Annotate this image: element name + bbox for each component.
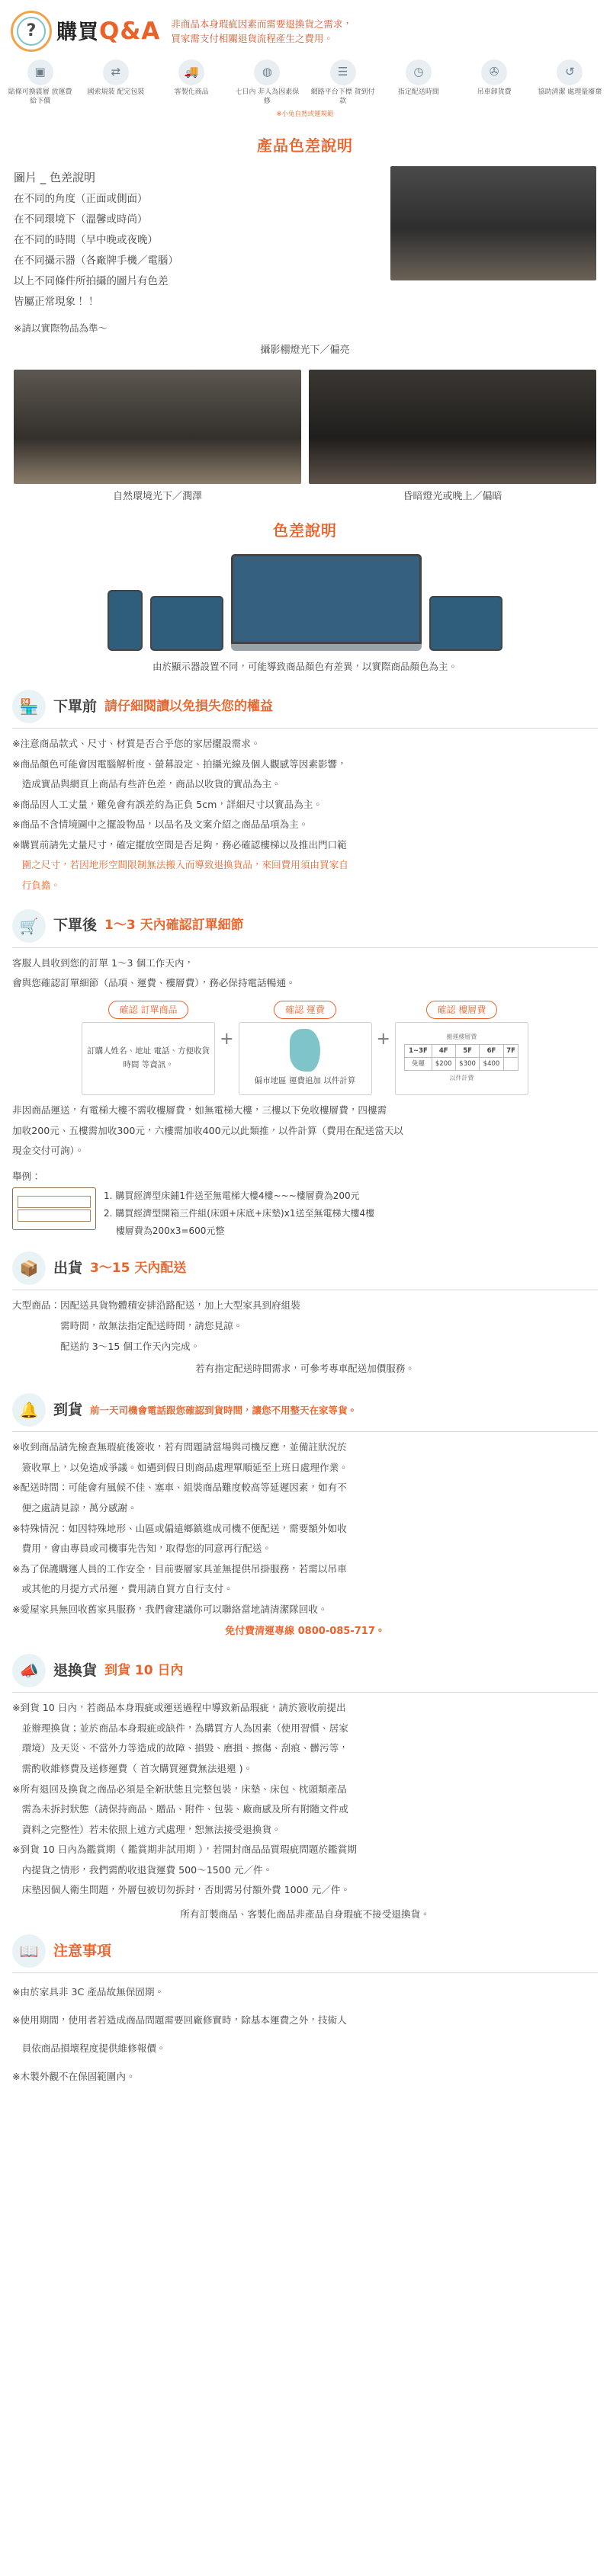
store-icon: 🏪 [12, 690, 46, 723]
after-order-line: 客服人員收到您的訂單 1～3 個工作天內， [12, 956, 194, 969]
returns-subtitle: 到貨 10 日內 [104, 1662, 184, 1678]
step-box-items: 訂購人姓名、地址 電話、方便收貨時間 等資訊。 [82, 1022, 215, 1095]
returns-header [12, 1654, 598, 1687]
policy-icon-caption: 國索規裝 配完包裝 [87, 88, 145, 96]
page-title-qa: Q&A [99, 17, 161, 45]
shipping-header [12, 1251, 598, 1285]
device-display-row [0, 551, 610, 651]
example-block [12, 1187, 598, 1239]
shipping-title: 出貨 [53, 1260, 83, 1277]
notes-line: ※由於家具非 3C 產品故無保固期。 [12, 1985, 165, 1998]
fee-table-caption: 搬運樓層費 [446, 1033, 477, 1040]
after-order-header [12, 909, 598, 943]
color-section2-title: 色差說明 [273, 521, 337, 540]
policy-icon-caption: 貼條可換震層 放運費給下價 [8, 88, 72, 106]
floor-fee-line: 非因商品運送，有電梯大樓不需收樓層費，如無電梯大樓，三樓以下免收樓層費，四樓需 [12, 1104, 387, 1117]
bell-icon: 🔔 [12, 1393, 46, 1427]
notes-header [12, 1934, 598, 1968]
book-icon: 📖 [12, 1934, 46, 1968]
arrival-line: 簽收單上，以免造成爭議。如遇到假日則商品處理單順延至上班日處理作業。 [12, 1461, 348, 1473]
policy-icon-caption: 吊車卸貨費 [477, 88, 512, 96]
fee-col-head: 5F [455, 1044, 479, 1057]
policy-icon-caption: 七日內 非人為因素保修 [235, 88, 300, 106]
fee-col-head: 1~3F [405, 1044, 432, 1057]
before-order-line: 造成實品與網頁上商品有些許色差，商品以收貨的實品為主。 [12, 778, 281, 790]
returns-line: ※到貨 10 日內，若商品本身瑕疵或運送過程中導致新品瑕疵，請於簽收前提出 [12, 1702, 346, 1714]
page-title [56, 11, 160, 52]
arrival-line: ※收到商品請先檢查無瑕疵後簽收，若有問題請當場與司機反應，並備註狀況於 [12, 1441, 347, 1453]
arrival-title: 到貨 [53, 1402, 83, 1419]
section-arrival [0, 1389, 610, 1649]
before-order-subtitle: 請仔細閱讀以免損失您的權益 [104, 698, 274, 714]
shipping-line: 需時間，故無法指定配送時間，請您見諒。 [12, 1320, 243, 1331]
step-pill-items [108, 1001, 189, 1019]
policy-icon-item [159, 59, 224, 106]
policy-icon-item [386, 59, 451, 106]
policy-icon-item [310, 59, 375, 106]
package-icon: 📦 [12, 1251, 46, 1285]
step-confirm-items [82, 1001, 215, 1095]
returns-body [12, 1699, 598, 1899]
color-description-line: 在不同環境下（溫馨或時尚） [14, 213, 148, 226]
step-pill-floorfee [426, 1001, 498, 1019]
photo-compare-row [0, 370, 610, 505]
after-order-body [12, 954, 598, 993]
arrival-line: ※配送時間：可能會有風候不佳、塞車、組裝商品難度較高等延遲因素，如有不 [12, 1482, 347, 1494]
example-title: 舉例： [12, 1170, 41, 1182]
color-description-line: 在不同的時間（早中晚或夜晚） [14, 233, 158, 246]
shipping-line: 配送約 3～15 個工作天內完成。 [12, 1340, 201, 1352]
floor-fee-paragraph [12, 1101, 598, 1161]
laptop-device-icon [231, 554, 422, 651]
step-pill-line2: 樓層費 [458, 1004, 486, 1015]
color-description-lead: 圖片 _ 色差說明 [14, 170, 96, 184]
returns-footer-note: 所有訂製商品、客製化商品非產品自身瑕疵不接受退換貨。 [180, 1908, 430, 1920]
cleanup-hotline[interactable]: 免付費清運專線 0800-085-717。 [225, 1626, 385, 1638]
tablet-device-icon-2 [429, 596, 502, 651]
returns-line: 需酌收維修費及送修運費（ 首次購買運費無法退還 )。 [12, 1763, 253, 1774]
photo-caption-natural: 自然環境光下／潤澤 [112, 490, 202, 502]
shipping-line: 大型商品：因配送具貨物體積安排沿路配送，加上大型家具到府組裝 [12, 1299, 300, 1312]
policy-icon-row [0, 55, 610, 107]
page-title-main: 購買 [56, 20, 99, 44]
fee-col-head: 7F [503, 1044, 518, 1057]
clean-icon: ◍ [254, 59, 280, 85]
step-confirm-shipping [239, 1001, 372, 1095]
arrival-line: ※為了保護購運人員的工作安全，目前要層家具並無提供吊掛服務，若需以吊車 [12, 1562, 347, 1575]
phone-device-icon [108, 590, 143, 651]
policy-icon-item [83, 59, 148, 106]
step-confirm-floorfee [395, 1001, 528, 1095]
returns-line: ※到貨 10 日內為鑑賞期（ 鑑賞期非試用期 ），若開封商品品質瑕疵問題於鑑賞期 [12, 1844, 357, 1856]
header-subtitle [171, 17, 352, 46]
policy-icon-caption: 協助清潔 處理量廢棄 [538, 88, 602, 96]
before-order-header [12, 690, 598, 723]
section-before-order [0, 685, 610, 904]
flat-icon: ☰ [330, 59, 356, 85]
returns-line: 資料之完整性）若未依照上述方式處理，恕無法接受退換貨。 [12, 1823, 281, 1835]
time-icon: ◷ [406, 59, 432, 85]
color-description-note: ※請以實際物品為準～ [14, 322, 108, 334]
sofa-photo-natural [14, 370, 301, 484]
step-shipping-text: 偏市地區 運費追加 以件計算 [254, 1076, 356, 1086]
color-section-title: 產品色差說明 [257, 136, 353, 155]
plus-sign: + [376, 1030, 390, 1049]
before-order-title: 下單前 [53, 698, 98, 715]
after-order-subtitle: 1～3 天內確認訂單細節 [104, 918, 244, 934]
notes-body [12, 1983, 598, 2087]
before-order-line: ※商品因人工丈量，難免會有誤差約為正負 5cm，詳細尺寸以實品為主。 [12, 798, 323, 810]
floor-fee-line: 現金交付可詢）。 [12, 1145, 85, 1157]
cart-icon: 🛒 [12, 909, 46, 943]
step-pill-line2: 運費 [306, 1004, 325, 1015]
fee-col-head: 4F [432, 1044, 455, 1057]
step-pill-line1: 確認 [437, 1004, 456, 1015]
returns-line: 內提貨之情形，我們需酌收退貨運費 500～1500 元／件。 [12, 1863, 273, 1876]
policy-icon-caption: 指定配送時間 [397, 88, 439, 96]
tablet-device-icon [150, 596, 223, 651]
truck-icon: 🚚 [178, 59, 204, 85]
returns-title: 退換貨 [53, 1662, 98, 1680]
fee-table-footnote: 以件計費 [449, 1075, 474, 1082]
photo-cell-dim [309, 370, 596, 505]
step-box-floorfee [395, 1022, 528, 1095]
returns-line: 環境）及天災、不當外力等造成的故障、損毀、磨損、擦傷、刮痕、髒污等， [12, 1742, 348, 1754]
fee-cell [503, 1058, 518, 1071]
arrival-subtitle: 前一天司機會電話跟您確認到貨時間，讓您不用整天在家等貨。 [90, 1404, 358, 1416]
policy-icon-item [462, 59, 527, 106]
arrival-line: 或其他的月提方式吊運，費用請自買方自行支付。 [12, 1583, 233, 1595]
taiwan-map-icon [290, 1029, 320, 1072]
step-box-shipping [239, 1022, 372, 1095]
header-subtitle-line2: 買家需支付相關退貨流程產生之費用。 [171, 33, 333, 44]
before-order-line: ※購買前請先丈量尺寸，確定擺放空間是否足夠，務必確認樓梯以及推出門口範 [12, 838, 347, 851]
box-icon: ▣ [27, 59, 53, 85]
table-row [405, 1058, 518, 1071]
returns-line: ※所有退回及換貨之商品必須是全新狀態且完整包裝，床墊、床包、枕頭類產品 [12, 1783, 347, 1795]
shipping-subtitle: 3～15 天內配送 [90, 1261, 187, 1276]
fee-cell: $300 [455, 1058, 479, 1071]
arrival-line: ※特殊情況：如因特殊地形、山區或偏遠鄉鎮進成司機不便配送，需要額外如收 [12, 1522, 347, 1534]
example-item: 2. 購買經濟型開箱三件組(床頭+床底+床墊)x1送至無電梯大樓4樓 [104, 1207, 375, 1219]
table-row [405, 1044, 518, 1057]
after-order-title: 下單後 [53, 917, 98, 934]
divider [12, 1692, 598, 1693]
arrival-line: ※愛屋家具無回收舊家具服務，我們會建議你可以聯絡當地請清潔隊回收。 [12, 1603, 328, 1615]
shipping-body [12, 1296, 598, 1356]
returns-line: 需為未拆封狀態（請保持商品、贈品、附件、包裝、廠商感及所有附隨文件或 [12, 1803, 348, 1815]
color-description-line: 皆屬正常現象！！ [14, 295, 96, 308]
step-pill-line1: 確認 [119, 1004, 138, 1015]
before-order-line: ※商品不含情境圖中之擺設物品，以品名及文案介紹之商品品項為主。 [12, 819, 309, 831]
swap-icon: ⇄ [103, 59, 129, 85]
step-pill-line2: 訂單商品 [140, 1004, 178, 1015]
divider [12, 1972, 598, 1973]
sofa-photo-dim [309, 370, 596, 484]
policy-icon-item [538, 59, 602, 106]
step-pill-line1: 確認 [285, 1004, 304, 1015]
arrival-header [12, 1393, 598, 1427]
arrival-body [12, 1438, 598, 1619]
floor-fee-line: 加收200元、五樓需加收300元，六樓需加收400元以此類推，以件計算（費用在配送當天以 [12, 1124, 403, 1136]
arrival-line: 便之處請見諒，萬分感謝。 [12, 1501, 137, 1514]
bed-illustration [12, 1187, 96, 1230]
color-section2-note: 由於顯示器設置不同，可能導致商品顏色有差異，以實際商品顏色為主。 [152, 660, 458, 672]
notes-line: ※木製外觀不在保固範圍內。 [12, 2071, 136, 2083]
returns-line: 並辦理換貨；並於商品本身瑕疵或缺件，為購買方人為因素（使用習慣、居家 [12, 1722, 348, 1734]
plus-sign: + [220, 1030, 234, 1049]
fee-col-head: 6F [480, 1044, 503, 1057]
section-returns [0, 1649, 610, 1930]
notes-line: 員依商品損壞程度提供維修報價。 [12, 2043, 166, 2055]
example-item: 樓層費為200x3=600元整 [104, 1225, 225, 1236]
divider [12, 947, 598, 948]
fee-row-label: 免運 [405, 1058, 432, 1071]
megaphone-icon: 📣 [12, 1654, 46, 1687]
color-description-block [0, 166, 610, 338]
color-description-line: 在不同的角度（正面或側面） [14, 192, 148, 205]
notes-title: 注意事項 [53, 1943, 112, 1960]
color-description-text [14, 166, 380, 338]
before-order-body [12, 735, 598, 895]
policy-icon-note: ※小兔自然或運規範 [276, 111, 334, 119]
order-steps-diagram [12, 1001, 598, 1095]
policy-icon-item [8, 59, 72, 106]
policy-icon-caption: 網路平台下標 貨到付款 [310, 88, 375, 106]
floor-fee-table [404, 1044, 518, 1072]
return-icon: ↺ [557, 59, 583, 85]
question-mark-glyph: ? [26, 21, 37, 41]
qa-badge-icon [11, 11, 52, 52]
sofa-photo-bright [390, 166, 596, 338]
notes-line: ※使用期間，使用者若造成商品問題需要回廠修實時，除基本運費之外，技術人 [12, 2014, 347, 2026]
policy-icon-caption: 客製化商品 [174, 88, 209, 96]
divider [12, 1431, 598, 1432]
policy-icon-item [235, 59, 300, 106]
example-list [104, 1187, 374, 1239]
arrival-line: 費用，會由專員或司機事先告知，取得您的同意再行配送。 [12, 1543, 272, 1555]
fee-cell: $200 [432, 1058, 455, 1071]
before-order-line: 圍之尺寸，若因地形空間限制無法搬入而導致退換貨品，來回費用須由買家自 [12, 859, 348, 871]
before-order-line: ※注意商品款式、尺寸、材質是否合乎您的家居擺設需求。 [12, 738, 261, 750]
divider [12, 728, 598, 729]
photo-cell-natural [14, 370, 301, 505]
step-pill-shipping [274, 1001, 336, 1019]
color-description-line: 在不同攝示器（各廠牌手機／電腦） [14, 254, 178, 267]
photo-caption-dim: 昏暗燈光或晚上／偏暗 [403, 490, 502, 502]
before-order-line: ※商品顏色可能會因電腦解析度、螢幕設定、拍攝光線及個人觀感等因素影響， [12, 758, 347, 770]
section-notes [0, 1930, 610, 2103]
after-order-line: 會與您確認訂單細節（品項、運費、樓層費），務必保持電話暢通。 [12, 977, 296, 989]
assemble-icon: ✇ [481, 59, 507, 85]
header-subtitle-line1: 非商品本身瑕疵因素而需要退換貨之需求， [171, 18, 352, 30]
section-after-order [0, 905, 610, 1248]
shipping-extra-note: 若有指定配送時間需求，可參考專車配送加價服務。 [195, 1363, 415, 1375]
photo-caption-studio: 攝影棚燈光下／偏亮 [260, 344, 350, 356]
fee-cell: $400 [480, 1058, 503, 1071]
before-order-line: 行負擔。 [12, 879, 60, 891]
example-item: 1. 購買經濟型床鋪1件送至無電梯大樓4樓~~~樓層費為200元 [104, 1190, 360, 1202]
page-header [0, 0, 610, 55]
color-description-line: 以上不同條件所拍攝的圖片有色差 [14, 274, 169, 287]
returns-line: 床墊因個人衛生問題，外層包被切勿拆封，否則需另付額外費 1000 元／件。 [12, 1884, 351, 1896]
section-shipping [0, 1247, 610, 1389]
